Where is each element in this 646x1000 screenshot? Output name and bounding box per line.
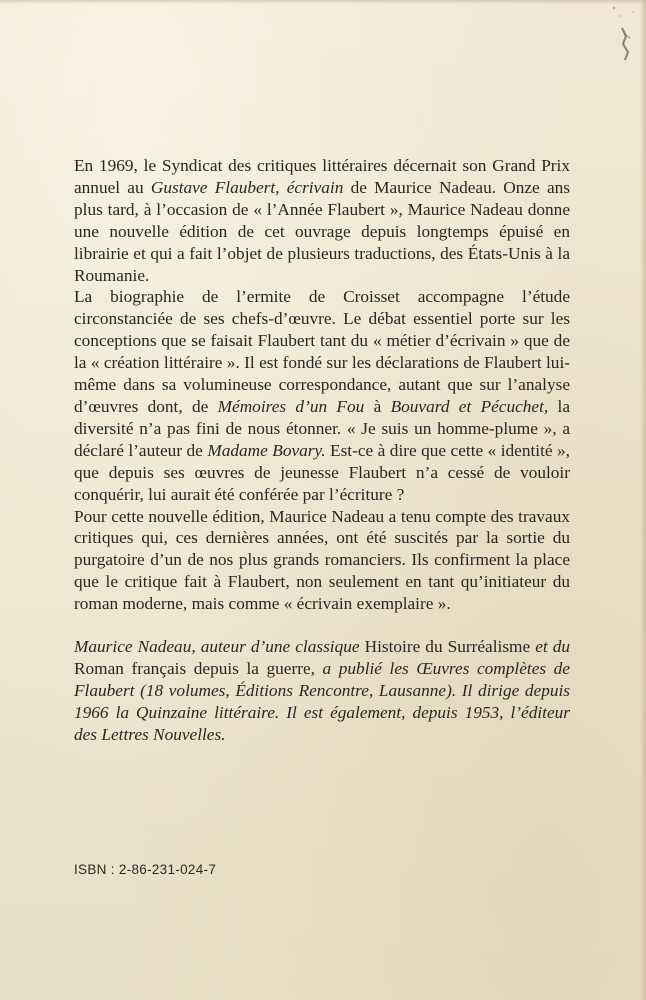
italic-text-run: Gustave Flaubert, écrivain (150, 177, 344, 197)
text-run: Pour cette nouvelle édition, Maurice Nadeau a tenu compte des travaux critiques qui, ces dernières années, ont été suscités par la sortie du purgatoire d’un de nos plus grands romanciers. Ils confirment la place que le critique fait à Flaubert, non seulement en tant qu’initiateur du roman moderne, mais comme « écrivain exemplaire ». (74, 506, 570, 614)
paper-scuff-mark (600, 0, 640, 80)
blurb-paragraph (74, 286, 570, 505)
blurb-paragraphs (74, 155, 570, 615)
isbn-number: ISBN : 2-86-231-024-7 (74, 862, 217, 877)
author-bio (74, 636, 570, 746)
text-run: de Maurice Nadeau. Onze ans plus tard, à l’occasion de « l’Année Flaubert », Maurice Nadeau donne une nouvelle édition de cet ouvrage depuis longtemps épuisé en librairie et qui a fait l’objet de plusieurs traductions, des États-Unis à la Roumanie. (74, 177, 571, 285)
italic-text-run: Mémoires d’un Fou (217, 396, 365, 416)
text-run: En 1969, le Syndicat des critiques littéraires décernait son Grand Prix annuel au (74, 156, 570, 197)
text-run: Roman français depuis la guerre, (74, 658, 323, 678)
blurb-text (74, 155, 570, 746)
paper-edge-right (640, 0, 646, 1000)
text-run: à (364, 396, 391, 416)
paper-edge-top (0, 0, 646, 4)
text-run: Histoire du Surréalisme (359, 637, 536, 657)
blurb-paragraph (74, 155, 570, 286)
text-run: la diversité n’a pas fini de nous étonner. « Je suis un homme-plume », a déclaré l’auteur de (74, 396, 571, 460)
italic-text-run: Madame Bovary. (207, 440, 326, 460)
italic-text-run: Bouvard et Pécuchet, (390, 396, 549, 416)
text-run: Est-ce à dire que cette « identité », que depuis ses œuvres de jeunesse Flaubert n’a cessé de vouloir conquérir, lui aurait été conférée par l’écriture ? (74, 440, 570, 504)
blurb-paragraph (74, 506, 570, 616)
text-run: La biographie de l’ermite de Croisset accompagne l’étude circonstanciée de ses chefs-d’œuvre. Le débat essentiel porte sur les conceptions que se faisait Flaubert tant du « métier d’écrivain » que de la « création littéraire ». Il est fondé sur les déclarations de Flaubert lui-même dans sa volumineuse correspondance, autant que sur l’analyse d’œuvres dont, de (74, 287, 570, 416)
italic-text-run: Maurice Nadeau, auteur d’une classique (74, 637, 360, 657)
italic-text-run: a publié les Œuvres complètes de Flaubert (18 volumes, Éditions Rencontre, Lausanne). Il dirige depuis 1966 la Quinzaine littéraire. Il est également, depuis 1953, l’éditeur des Lettres Nouvelles. (74, 658, 570, 744)
italic-text-run: et du (535, 637, 571, 657)
